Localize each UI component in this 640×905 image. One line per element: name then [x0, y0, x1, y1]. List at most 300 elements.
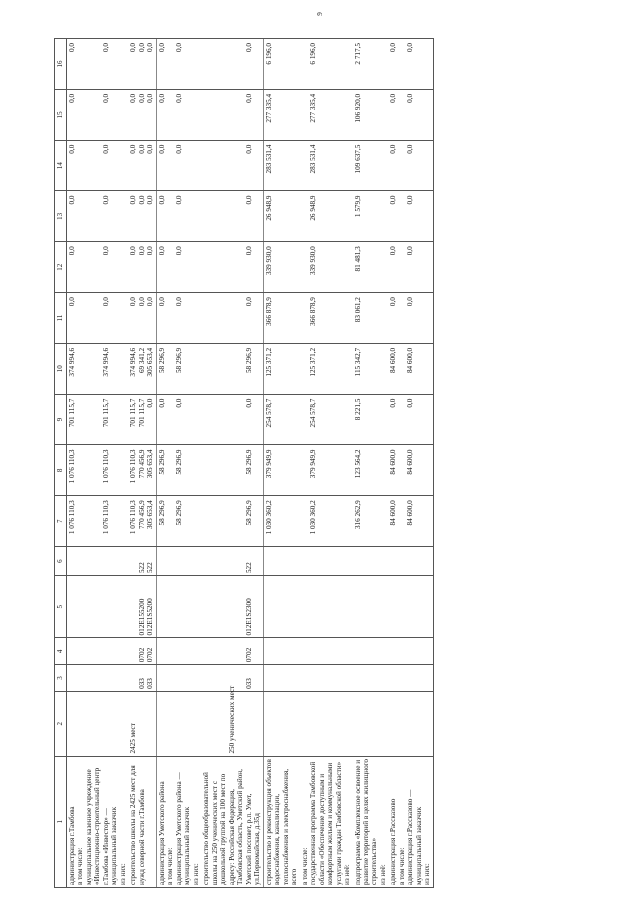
budget-table	[54, 38, 434, 888]
table-cell-col-6	[388, 547, 433, 576]
table-cell-col-4	[128, 638, 156, 665]
cell-line: 0,0	[244, 297, 253, 307]
cell-line	[228, 94, 236, 138]
cell-line: 0702	[137, 647, 146, 663]
cell-line	[166, 145, 174, 189]
cell-line	[219, 43, 227, 87]
cell-line	[228, 348, 236, 392]
cell-line	[389, 694, 397, 754]
table-cell-col-15	[128, 89, 156, 140]
cell-line: 0,0	[389, 246, 398, 256]
cell-line: 0,0	[101, 195, 110, 205]
cell-line	[158, 667, 166, 689]
table-cell-col-7	[128, 496, 156, 547]
cell-line: 0,0	[137, 144, 146, 154]
cell-line: 374 994,6	[129, 347, 138, 377]
cell-line: 0,0	[157, 195, 166, 205]
table-cell-col-2	[67, 691, 129, 756]
cell-line: 0,0	[389, 93, 398, 103]
cell-line: 58 296,9	[244, 500, 253, 526]
table-cell-col-10	[201, 343, 263, 394]
table-cell-col-7	[300, 496, 353, 547]
table-cell-col-15	[67, 89, 129, 140]
cell-line	[228, 246, 236, 290]
cell-line: 0,0	[174, 398, 183, 408]
cell-line: 0,0	[68, 93, 76, 103]
table-cell-col-1	[388, 756, 433, 887]
table-cell-col-4	[201, 638, 263, 665]
cell-line: 6 196,0	[309, 43, 318, 65]
cell-line: 522	[137, 562, 146, 574]
cell-line	[211, 348, 219, 392]
cell-line: подпрограмма «Комплексное освоение и развитие территорий в целях жилищного строительства»	[353, 758, 379, 885]
table-cell-col-6	[300, 547, 353, 576]
cell-line	[85, 500, 93, 544]
cell-line: 84 600,0	[406, 500, 415, 526]
column-number-5: 5	[55, 576, 67, 638]
cell-line	[202, 246, 210, 290]
table-cell-col-8	[67, 445, 129, 496]
table-cell-col-13	[353, 191, 389, 242]
cell-line: администрация г.Рассказово	[389, 798, 398, 885]
table-cell-col-12	[353, 242, 389, 293]
table-cell-col-6	[156, 547, 201, 576]
table-cell-col-9	[263, 394, 299, 445]
cell-line: 0,0	[146, 195, 155, 205]
table-cell-col-11	[128, 293, 156, 344]
column-number-8: 8	[55, 445, 67, 496]
column-number-9: 9	[55, 394, 67, 445]
cell-line	[202, 196, 210, 240]
cell-line	[236, 348, 244, 392]
column-number-15: 15	[55, 89, 67, 140]
table-cell-col-6	[128, 547, 156, 576]
cell-line	[68, 667, 76, 689]
cell-line: 0,0	[146, 297, 155, 307]
cell-line	[228, 640, 236, 662]
table-cell-col-16	[353, 39, 389, 90]
cell-line	[76, 500, 84, 544]
cell-line: 84 600,0	[406, 449, 415, 475]
cell-line	[93, 196, 101, 240]
cell-line	[398, 145, 406, 189]
cell-line	[236, 297, 244, 341]
cell-line	[354, 549, 362, 573]
cell-line: 0,0	[406, 43, 415, 52]
cell-line: 0,0	[137, 297, 146, 307]
cell-line	[228, 500, 236, 544]
cell-line: 1 579,9	[353, 195, 362, 218]
cell-line	[265, 694, 273, 754]
cell-line	[76, 196, 84, 240]
table-cell-col-10	[353, 343, 389, 394]
cell-line	[265, 578, 273, 635]
cell-line	[219, 640, 227, 662]
cell-line	[93, 500, 101, 544]
column-number-10: 10	[55, 343, 67, 394]
cell-line: 305 653,4	[146, 347, 155, 377]
cell-line: из них:	[423, 863, 432, 885]
cell-line: 250 ученических мест	[227, 685, 236, 754]
cell-line: 0,0	[244, 398, 253, 408]
cell-line: администрация Уметского района	[157, 781, 166, 885]
table-cell-col-7	[388, 496, 433, 547]
cell-line: 366 878,9	[264, 297, 273, 326]
cell-line: 125 371,2	[264, 347, 273, 377]
cell-line: 339 930,0	[309, 246, 318, 276]
cell-line	[76, 449, 84, 493]
table-cell-col-10	[300, 343, 353, 394]
cell-line: 0,0	[68, 43, 76, 52]
table-cell-col-10	[128, 343, 156, 394]
cell-line	[211, 500, 219, 544]
cell-line	[85, 449, 93, 493]
cell-line: 0,0	[137, 246, 146, 256]
table-cell-col-16	[263, 39, 299, 90]
cell-line	[228, 43, 236, 87]
table-cell-col-5	[300, 576, 353, 638]
cell-line	[219, 145, 227, 189]
cell-line: 1 030 360,2	[264, 500, 273, 535]
cell-line	[398, 196, 406, 240]
table-cell-col-13	[156, 191, 201, 242]
cell-line	[85, 145, 93, 189]
cell-line: 0,0	[157, 246, 166, 256]
table-cell-col-7	[263, 496, 299, 547]
cell-line: строительство школы на 2425 мест для нужд северной части г.Тамбова	[129, 765, 146, 885]
table-cell-col-8	[263, 445, 299, 496]
cell-line: 0,0	[174, 297, 183, 307]
cell-line	[158, 640, 166, 662]
cell-line	[76, 43, 84, 87]
cell-line	[93, 145, 101, 189]
table-cell-col-13	[300, 191, 353, 242]
table-cell-col-10	[156, 343, 201, 394]
cell-line: 123 564,2	[353, 449, 362, 479]
cell-line	[301, 145, 309, 189]
cell-line	[202, 348, 210, 392]
cell-line: 0,0	[244, 195, 253, 205]
cell-line: администрация г.Рассказово — муниципальный заказчик	[406, 789, 423, 885]
cell-line: 0,0	[389, 398, 398, 408]
cell-line	[129, 578, 137, 635]
cell-line	[85, 348, 93, 392]
cell-line	[228, 578, 236, 635]
table-cell-col-8	[201, 445, 263, 496]
cell-line	[354, 578, 362, 635]
cell-line	[68, 578, 76, 635]
cell-line: 109 637,5	[353, 144, 362, 174]
table-cell-col-5	[353, 576, 389, 638]
table-row	[300, 39, 353, 888]
cell-line: 58 296,9	[244, 347, 253, 374]
table-cell-col-11	[201, 293, 263, 344]
table-cell-col-1	[156, 756, 201, 887]
cell-line	[219, 578, 227, 635]
table-cell-col-15	[156, 89, 201, 140]
table-cell-col-9	[353, 394, 389, 445]
column-number-11: 11	[55, 293, 67, 344]
table-cell-col-9	[67, 394, 129, 445]
table-cell-col-5	[263, 576, 299, 638]
cell-line	[211, 94, 219, 138]
cell-line	[85, 43, 93, 87]
cell-line: 0,0	[129, 246, 138, 256]
cell-line	[166, 297, 174, 341]
cell-line: 277 335,4	[309, 93, 318, 123]
cell-line	[219, 399, 227, 443]
cell-line: 305 653,4	[146, 449, 155, 479]
cell-line: 0,0	[146, 93, 155, 103]
cell-line: 0,0	[146, 43, 155, 52]
cell-line	[202, 578, 210, 635]
table-cell-col-7	[201, 496, 263, 547]
cell-line: 0,0	[174, 144, 183, 154]
cell-line: 83 061,2	[353, 297, 362, 323]
cell-line: 0,0	[157, 398, 166, 408]
table-cell-col-3	[201, 665, 263, 692]
cell-line: 770 456,9	[137, 500, 146, 530]
cell-line	[202, 667, 210, 689]
cell-line	[265, 667, 273, 689]
cell-line	[265, 640, 273, 662]
table-row	[388, 39, 433, 888]
table-cell-col-8	[128, 445, 156, 496]
cell-line	[389, 640, 397, 662]
cell-line: администрация г.Тамбова	[68, 806, 76, 885]
table-row	[128, 39, 156, 888]
cell-line: 0,0	[101, 43, 110, 52]
cell-line	[398, 500, 406, 544]
cell-line: 0702	[244, 647, 253, 663]
cell-line: 0,0	[406, 93, 415, 103]
cell-line: 254 578,7	[264, 398, 273, 428]
column-number-14: 14	[55, 140, 67, 191]
cell-line: 1 076 110,3	[101, 500, 110, 535]
cell-line	[202, 500, 210, 544]
cell-line	[236, 94, 244, 138]
cell-line	[236, 549, 244, 573]
cell-line: 033	[146, 678, 155, 689]
cell-line: 1 076 110,3	[129, 449, 138, 484]
cell-line	[228, 399, 236, 443]
table-cell-col-13	[67, 191, 129, 242]
cell-line	[202, 399, 210, 443]
cell-line: 0,0	[174, 195, 183, 205]
cell-line	[236, 145, 244, 189]
cell-line: 58 296,9	[157, 449, 166, 475]
cell-line	[398, 449, 406, 493]
table-cell-col-15	[388, 89, 433, 140]
cell-line: 0,0	[68, 297, 76, 307]
cell-line	[398, 297, 406, 341]
cell-line	[219, 94, 227, 138]
cell-line	[76, 246, 84, 290]
rotated-table-sheet	[54, 38, 584, 888]
cell-line	[236, 399, 244, 443]
table-cell-col-8	[353, 445, 389, 496]
table-cell-col-4	[353, 638, 389, 665]
cell-line	[211, 43, 219, 87]
cell-line: 84 600,0	[389, 500, 398, 526]
table-cell-col-13	[201, 191, 263, 242]
cell-line	[228, 196, 236, 240]
cell-line	[398, 399, 406, 443]
cell-line: 0702	[146, 647, 155, 663]
cell-line	[301, 246, 309, 290]
cell-line	[301, 578, 309, 635]
table-cell-col-8	[388, 445, 433, 496]
table-cell-col-14	[388, 140, 433, 191]
cell-line: 0,0	[137, 93, 146, 103]
cell-line: 0,0	[68, 144, 76, 154]
cell-line	[354, 640, 362, 662]
table-cell-col-5	[201, 576, 263, 638]
cell-line	[301, 348, 309, 392]
table-cell-col-14	[263, 140, 299, 191]
table-cell-col-1	[67, 756, 129, 887]
cell-line	[398, 43, 406, 87]
cell-line	[301, 297, 309, 341]
table-cell-col-10	[388, 343, 433, 394]
cell-line	[85, 94, 93, 138]
cell-line	[68, 694, 76, 754]
cell-line: 374 994,6	[101, 347, 110, 377]
cell-line	[228, 449, 236, 493]
cell-line: 58 296,9	[157, 347, 166, 374]
cell-line	[166, 500, 174, 544]
table-cell-col-2	[263, 691, 299, 756]
table-cell-col-15	[300, 89, 353, 140]
cell-line	[301, 43, 309, 87]
cell-line: 0,0	[129, 195, 138, 205]
cell-line: 84 600,0	[406, 347, 415, 374]
table-cell-col-5	[128, 576, 156, 638]
table-cell-col-12	[388, 242, 433, 293]
cell-line	[158, 694, 166, 754]
cell-line	[228, 145, 236, 189]
table-cell-col-4	[156, 638, 201, 665]
cell-line: 1 030 360,2	[309, 500, 318, 535]
table-cell-col-14	[201, 140, 263, 191]
table-cell-col-3	[128, 665, 156, 692]
cell-line: 0,0	[129, 144, 138, 154]
cell-line: 012Е1S5200	[146, 598, 155, 636]
cell-line: 701 115,7	[101, 398, 110, 428]
cell-line: 0,0	[406, 246, 415, 256]
table-cell-col-2	[201, 685, 263, 756]
cell-line: 69 341,2	[137, 347, 146, 374]
cell-line: 366 878,9	[309, 297, 318, 326]
table-row	[353, 39, 389, 888]
table-cell-col-2	[353, 691, 389, 756]
column-number-16: 16	[55, 39, 67, 90]
cell-line	[219, 246, 227, 290]
cell-line	[211, 145, 219, 189]
table-cell-col-7	[353, 496, 389, 547]
cell-line	[166, 94, 174, 138]
cell-line: в том числе:	[76, 847, 85, 885]
cell-line	[202, 94, 210, 138]
cell-line: 0,0	[157, 297, 166, 307]
table-cell-col-16	[201, 39, 263, 90]
cell-line: 770 456,9	[137, 449, 146, 479]
cell-line	[219, 667, 227, 689]
cell-line	[301, 399, 309, 443]
table-cell-col-5	[388, 576, 433, 638]
cell-line	[158, 549, 166, 573]
cell-line: 0,0	[157, 144, 166, 154]
cell-line: 58 296,9	[174, 449, 183, 475]
cell-line: 0,0	[68, 246, 76, 256]
table-cell-col-15	[263, 89, 299, 140]
cell-line	[202, 449, 210, 493]
cell-line	[76, 399, 84, 443]
table-cell-col-11	[353, 293, 389, 344]
cell-line	[389, 549, 397, 573]
table-cell-col-2	[156, 691, 201, 756]
table-cell-col-16	[156, 39, 201, 90]
cell-line: 0,0	[244, 93, 253, 103]
cell-line	[389, 578, 397, 635]
column-number-2: 2	[55, 691, 67, 756]
cell-line	[166, 43, 174, 87]
table-cell-col-1	[300, 756, 353, 887]
table-row	[201, 39, 263, 888]
cell-line	[85, 297, 93, 341]
cell-line: 115 342,7	[353, 347, 362, 377]
cell-line: 316 262,9	[353, 500, 362, 530]
cell-line: 033	[137, 678, 146, 689]
cell-line	[211, 667, 219, 689]
table-cell-col-16	[67, 39, 129, 90]
cell-line: из них:	[191, 863, 200, 885]
cell-line: 0,0	[406, 297, 415, 307]
cell-line	[219, 549, 227, 573]
cell-line: 277 335,4	[264, 93, 273, 123]
cell-line	[219, 500, 227, 544]
cell-line: 2425 мест	[129, 723, 138, 754]
cell-line: 58 296,9	[157, 500, 166, 526]
cell-line	[93, 297, 101, 341]
cell-line: 0,0	[406, 398, 415, 408]
cell-line: 0,0	[146, 144, 155, 154]
cell-line: в том числе:	[397, 847, 406, 885]
table-cell-col-15	[201, 89, 263, 140]
cell-line: 522	[146, 562, 155, 574]
table-cell-col-11	[67, 293, 129, 344]
cell-line: строительство и реконструкция объектов водоснабжения, канализации, теплоснабжения и электроснабжения, всего	[264, 759, 299, 885]
table-cell-col-5	[156, 576, 201, 638]
cell-line: 58 296,9	[174, 347, 183, 374]
cell-line: строительство общеобразовательной школы на 250 ученических мест с дошкольной группой на 100 мест по адресу: Российская Федерация, Тамбовская область, Уметский район, Уметский поссовет, р.п. Умет, ул.Первомайская, д.35д	[202, 769, 262, 885]
cell-line	[398, 348, 406, 392]
cell-line: государственная программа Тамбовской области «Обеспечение доступным и комфортным жильем и коммунальными услугами граждан Тамбовской области»	[309, 761, 343, 885]
page-number: 9	[315, 12, 324, 16]
cell-line: 1 076 110,3	[68, 500, 76, 535]
cell-line	[219, 196, 227, 240]
cell-line: 1 076 110,3	[129, 500, 138, 535]
cell-line	[166, 246, 174, 290]
cell-line	[301, 667, 309, 689]
cell-line: 701 115,7	[129, 398, 138, 428]
column-number-header	[55, 39, 67, 888]
cell-line	[236, 196, 244, 240]
cell-line	[236, 246, 244, 290]
column-number-6: 6	[55, 547, 67, 576]
table-cell-col-2	[128, 691, 156, 756]
table-cell-col-13	[128, 191, 156, 242]
